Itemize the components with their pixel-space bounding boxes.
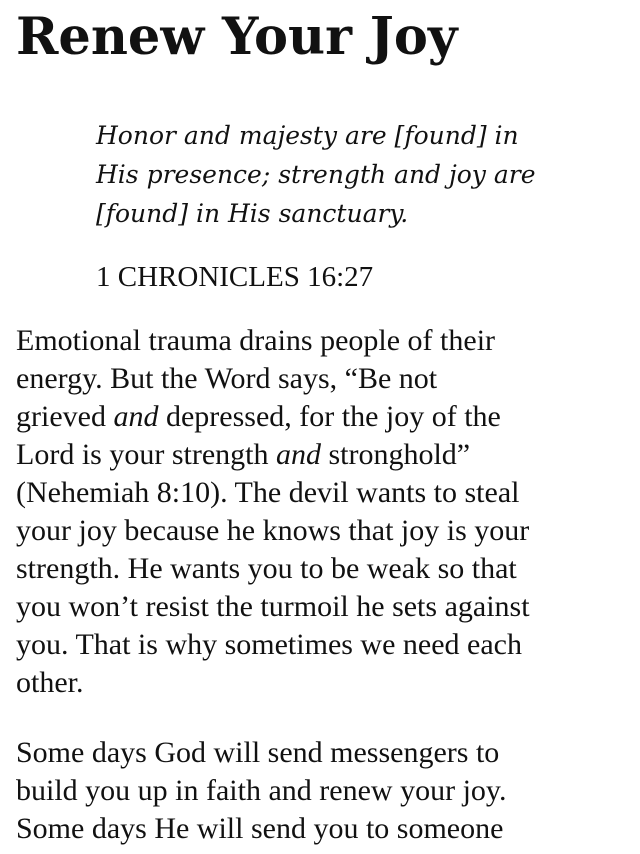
text-line: build you up in faith and renew your joy. [16,774,507,807]
scripture-quote [96,116,566,233]
text-line [16,436,628,474]
text-run: stronghold” [320,438,471,471]
text-line: strength. He wants you to be weak so that [16,552,517,585]
text-line: Some days He will send you to someone [16,812,504,845]
text-line: you won’t resist the turmoil he sets against [16,590,530,623]
text-line: Emotional trauma drains people of their [16,324,496,357]
text-line: you. That is why sometimes we need each [16,628,522,661]
text-run: grieved [16,400,114,433]
body-paragraph [16,322,628,702]
text-line: Some days God will send messengers to [16,736,500,769]
emphasis-text: and [113,400,159,433]
quote-line: Honor and majesty are [found] in [96,121,519,150]
scripture-reference: 1 CHRONICLES 16:27 [96,261,374,293]
text-run: depressed, for the joy of the [158,400,501,433]
text-line: energy. But the Word says, “Be not [16,362,438,395]
document-page [16,0,628,848]
epigraph [96,116,566,296]
emphasis-text: and [275,438,321,471]
text-run: Lord is your strength [16,438,276,471]
quote-line: His presence; strength and joy are [96,160,536,189]
text-line [16,398,628,436]
body-paragraph [16,734,628,848]
page-title: Renew Your Joy [16,7,458,67]
text-line: your joy because he knows that joy is your [16,514,530,547]
text-line: other. [16,666,84,699]
text-line: (Nehemiah 8:10). The devil wants to steal [16,476,520,509]
quote-line: [found] in His sanctuary. [96,199,409,228]
